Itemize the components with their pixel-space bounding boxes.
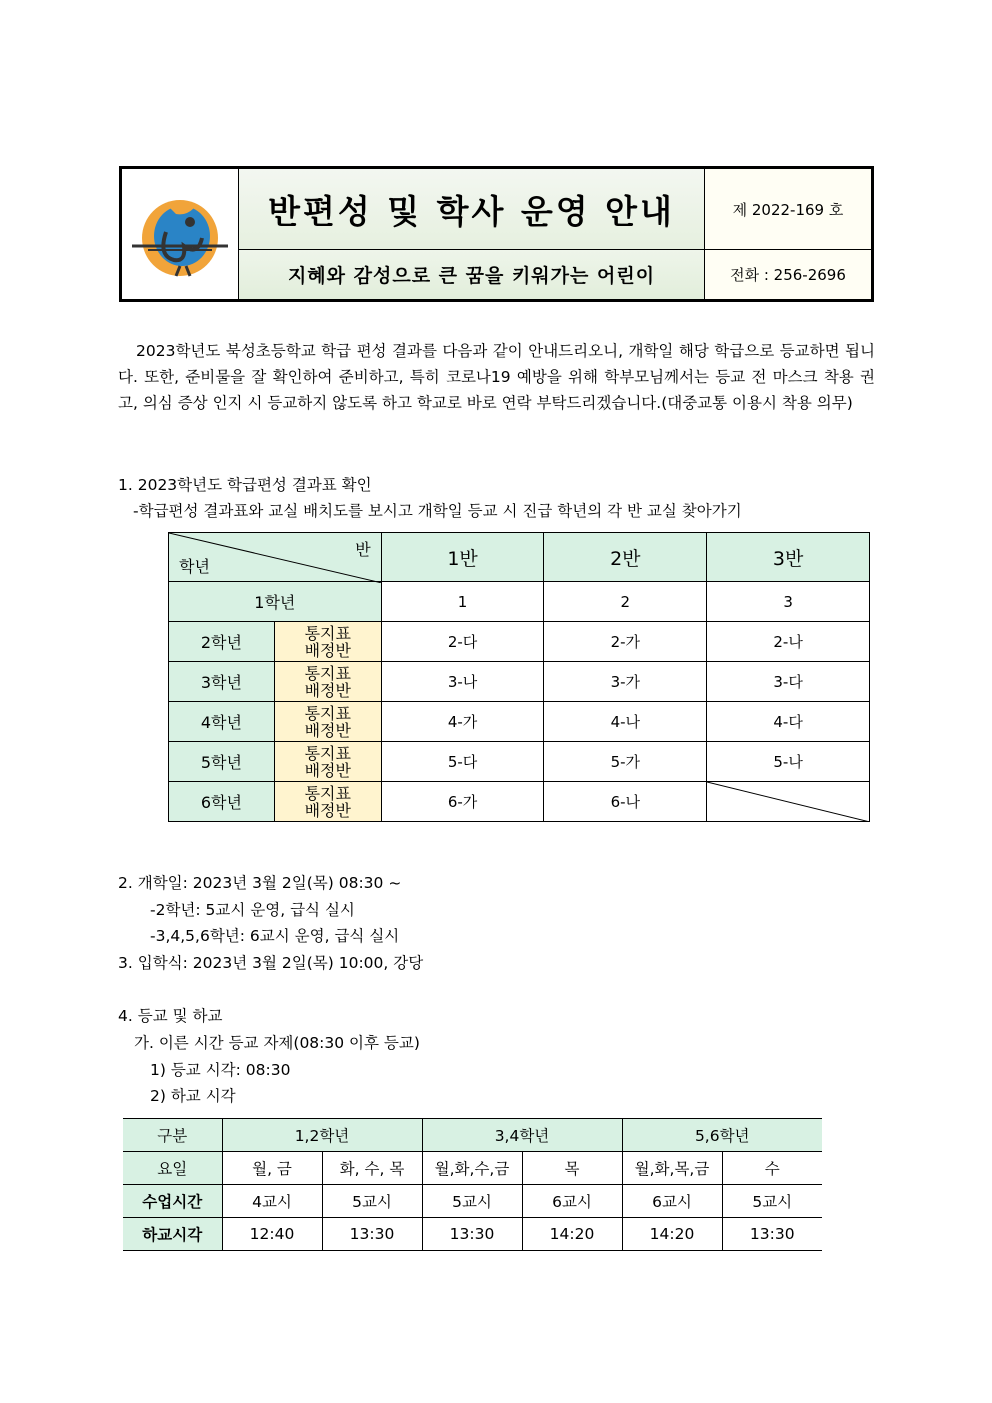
section4-heading: 4. 등교 및 하교 xyxy=(118,1007,223,1025)
row-label: 요일 xyxy=(123,1152,222,1185)
period-cell: 6교시 xyxy=(622,1185,722,1218)
day-cell: 목 xyxy=(522,1152,622,1185)
class-cell: 3-다 xyxy=(707,662,870,702)
class-cell: 4-가 xyxy=(381,702,544,742)
section1-note: -학급편성 결과표와 교실 배치도를 보시고 개학일 등교 시 진급 학년의 각 반 교실 찾아가기 xyxy=(133,502,742,520)
header-cell: 3,4학년 xyxy=(422,1119,622,1152)
grade-label: 6학년 xyxy=(169,782,275,822)
section1-heading: 1. 2023학년도 학급편성 결과표 확인 xyxy=(118,476,372,494)
column-header: 3반 xyxy=(707,533,870,582)
class-cell: 2 xyxy=(544,582,707,622)
school-logo-icon xyxy=(122,169,239,299)
period-cell: 4교시 xyxy=(222,1185,322,1218)
section2-line1: -2학년: 5교시 운영, 급식 실시 xyxy=(150,901,355,919)
class-cell: 6-가 xyxy=(381,782,544,822)
class-cell: 5-나 xyxy=(707,742,870,782)
row-label: 하교시각 xyxy=(123,1218,222,1251)
class-cell: 6-나 xyxy=(544,782,707,822)
class-cell: 2-나 xyxy=(707,622,870,662)
corner-top-label: 반 xyxy=(355,540,371,559)
column-header: 2반 xyxy=(544,533,707,582)
day-cell: 월,화,목,금 xyxy=(622,1152,722,1185)
sub-label: 통지표 배정반 xyxy=(274,662,381,702)
class-cell: 4-다 xyxy=(707,702,870,742)
phone-number: 전화 : 256-2696 xyxy=(705,250,871,299)
class-cell: 3-가 xyxy=(544,662,707,702)
class-cell: 2-다 xyxy=(381,622,544,662)
dismissal-time-table xyxy=(123,1118,822,1251)
class-cell: 3-나 xyxy=(381,662,544,702)
sub-label: 통지표 배정반 xyxy=(274,742,381,782)
intro-paragraph: 2023학년도 북성초등학교 학급 편성 결과를 다음과 같이 안내드리오니, 개학일 해당 학급으로 등교하면 됩니다. 또한, 준비물을 잘 확인하여 준비하고, 특히 코로나19 예방을 위해 학부모님께서는 등교 전 마스크 착용 권고, 의심 증상 인지 시 등교하지 않도록 하고 학교로 바로 연락 부탁드리겠습니다.(대중교통 이용시 착용 의무) xyxy=(118,342,875,412)
class-cell: 1 xyxy=(381,582,544,622)
time-cell: 13:30 xyxy=(322,1218,422,1251)
header-cell: 5,6학년 xyxy=(622,1119,822,1152)
class-cell: 4-나 xyxy=(544,702,707,742)
sub-label: 통지표 배정반 xyxy=(274,702,381,742)
sub-label: 통지표 배정반 xyxy=(274,782,381,822)
empty-class-cell xyxy=(707,782,870,822)
grade-label: 5학년 xyxy=(169,742,275,782)
class-cell: 2-가 xyxy=(544,622,707,662)
column-header: 1반 xyxy=(381,533,544,582)
period-cell: 5교시 xyxy=(722,1185,822,1218)
section2-line2: -3,4,5,6학년: 6교시 운영, 급식 실시 xyxy=(150,927,400,945)
time-cell: 12:40 xyxy=(222,1218,322,1251)
school-motto: 지혜와 감성으로 큰 꿈을 키워가는 어린이 xyxy=(239,250,704,299)
day-cell: 수 xyxy=(722,1152,822,1185)
period-cell: 6교시 xyxy=(522,1185,622,1218)
header-box xyxy=(119,166,874,302)
grade-label: 2학년 xyxy=(169,622,275,662)
section2-heading: 2. 개학일: 2023년 3월 2일(목) 08:30 ~ xyxy=(118,874,402,892)
day-cell: 월, 금 xyxy=(222,1152,322,1185)
time-cell: 13:30 xyxy=(722,1218,822,1251)
row-label: 수업시간 xyxy=(123,1185,222,1218)
page-title: 반편성 및 학사 운영 안내 xyxy=(239,169,704,250)
section4-a: 가. 이른 시간 등교 자제(08:30 이후 등교) xyxy=(134,1034,420,1052)
section4-a2: 2) 하교 시각 xyxy=(150,1087,236,1105)
time-cell: 13:30 xyxy=(422,1218,522,1251)
time-cell: 14:20 xyxy=(522,1218,622,1251)
grade-label: 1학년 xyxy=(169,582,382,622)
time-cell: 14:20 xyxy=(622,1218,722,1251)
period-cell: 5교시 xyxy=(422,1185,522,1218)
section3-heading: 3. 입학식: 2023년 3월 2일(목) 10:00, 강당 xyxy=(118,954,424,972)
header-cell: 1,2학년 xyxy=(222,1119,422,1152)
header-cell: 구분 xyxy=(123,1119,222,1152)
period-cell: 5교시 xyxy=(322,1185,422,1218)
class-cell: 5-다 xyxy=(381,742,544,782)
class-cell: 3 xyxy=(707,582,870,622)
section4-a1: 1) 등교 시각: 08:30 xyxy=(150,1061,291,1079)
grade-label: 3학년 xyxy=(169,662,275,702)
document-number: 제 2022-169 호 xyxy=(705,169,871,250)
grade-label: 4학년 xyxy=(169,702,275,742)
day-cell: 화, 수, 목 xyxy=(322,1152,422,1185)
corner-cell xyxy=(169,533,382,582)
day-cell: 월,화,수,금 xyxy=(422,1152,522,1185)
corner-bottom-label: 학년 xyxy=(179,557,210,576)
class-assignment-table xyxy=(168,532,870,822)
sub-label: 통지표 배정반 xyxy=(274,622,381,662)
class-cell: 5-가 xyxy=(544,742,707,782)
